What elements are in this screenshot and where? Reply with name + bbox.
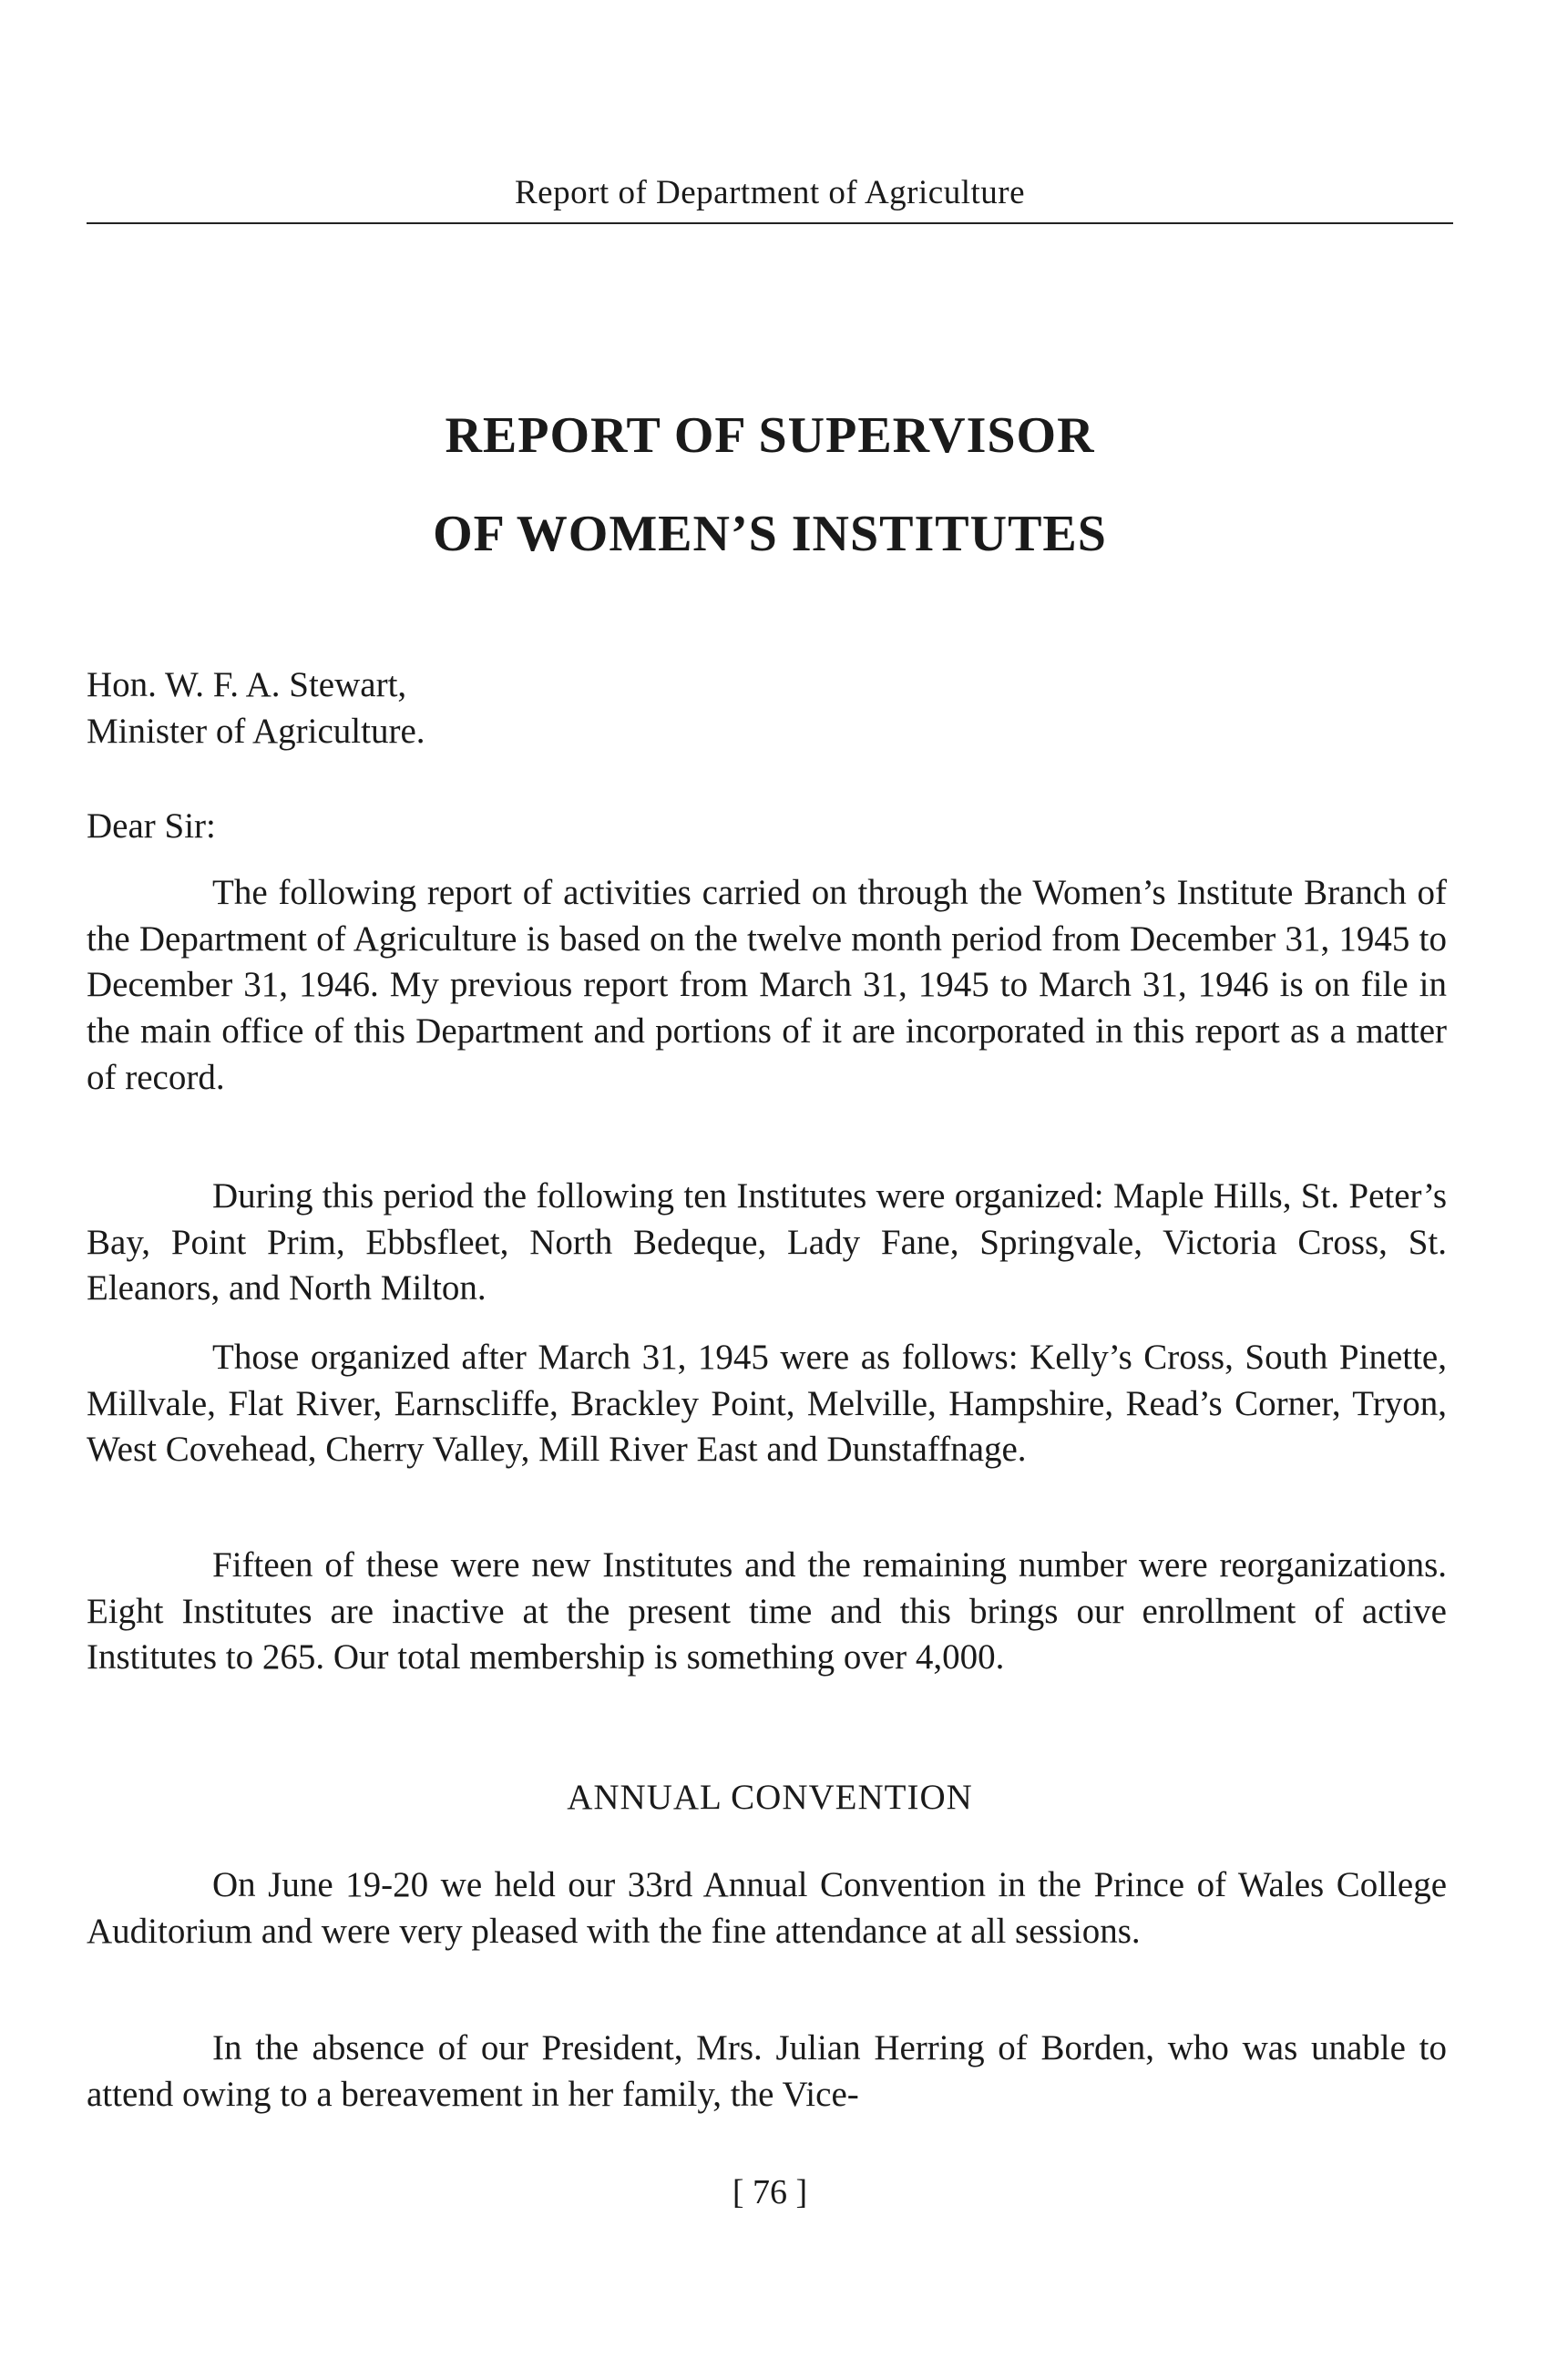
report-title-line-1: REPORT OF SUPERVISOR (445, 407, 1095, 464)
report-title-line-2: OF WOMEN’S INSTITUTES (433, 506, 1107, 562)
body-paragraph-3: Those organized after March 31, 1945 were as follows: Kelly’s Cross, South Pinette, Millvale, Flat River, Earnscliffe, Brackley Point, Melville, Hampshire, Read’s Corner, Tryon, West Covehead, Cherry Valley, Mill River East and Dunstaffnage. (87, 1338, 1447, 1470)
section-paragraph-2: In the absence of our President, Mrs. Julian Herring of Borden, who was unable to attend owing to a bereavement in her family, the Vice- (87, 2028, 1447, 2114)
body-paragraph-1: The following report of activities carried on through the Women’s Institute Branch of the Department of Agriculture is based on the twelve month period from December 31, 1945 to December 31, 1946. My previous report from March 31, 1945 to March 31, 1946 is on file in the main office of this Department and portions of it are incorporated in this report as a matter of record. (87, 873, 1447, 1097)
section-paragraph-1: On June 19-20 we held our 33rd Annual Convention in the Prince of Wales College Auditorium and were very pleased with the fine attendance at all sessions. (87, 1865, 1447, 1951)
salutation: Dear Sir: (87, 806, 216, 846)
addressee-office: Minister of Agriculture. (87, 711, 425, 751)
page-number: [ 76 ] (732, 2173, 808, 2211)
addressee-block (87, 662, 1447, 754)
body-paragraph-4: Fifteen of these were new Institutes and the remaining number were reorganizations. Eight Institutes are inactive at the present time and this brings our enrollment of active Institutes to 265. Our total membership is something over 4,000. (87, 1545, 1447, 1677)
body-paragraph-2: During this period the following ten Institutes were organized: Maple Hills, St. Peter’s Bay, Point Prim, Ebbsfleet, North Bedeque, Lady Fane, Springvale, Victoria Cross, St. Eleanors, and North Milton. (87, 1176, 1447, 1308)
running-head: Report of Department of Agriculture (515, 174, 1025, 211)
header-rule (87, 222, 1453, 224)
section-heading: ANNUAL CONVENTION (567, 1778, 973, 1817)
addressee-name: Hon. W. F. A. Stewart, (87, 665, 407, 704)
